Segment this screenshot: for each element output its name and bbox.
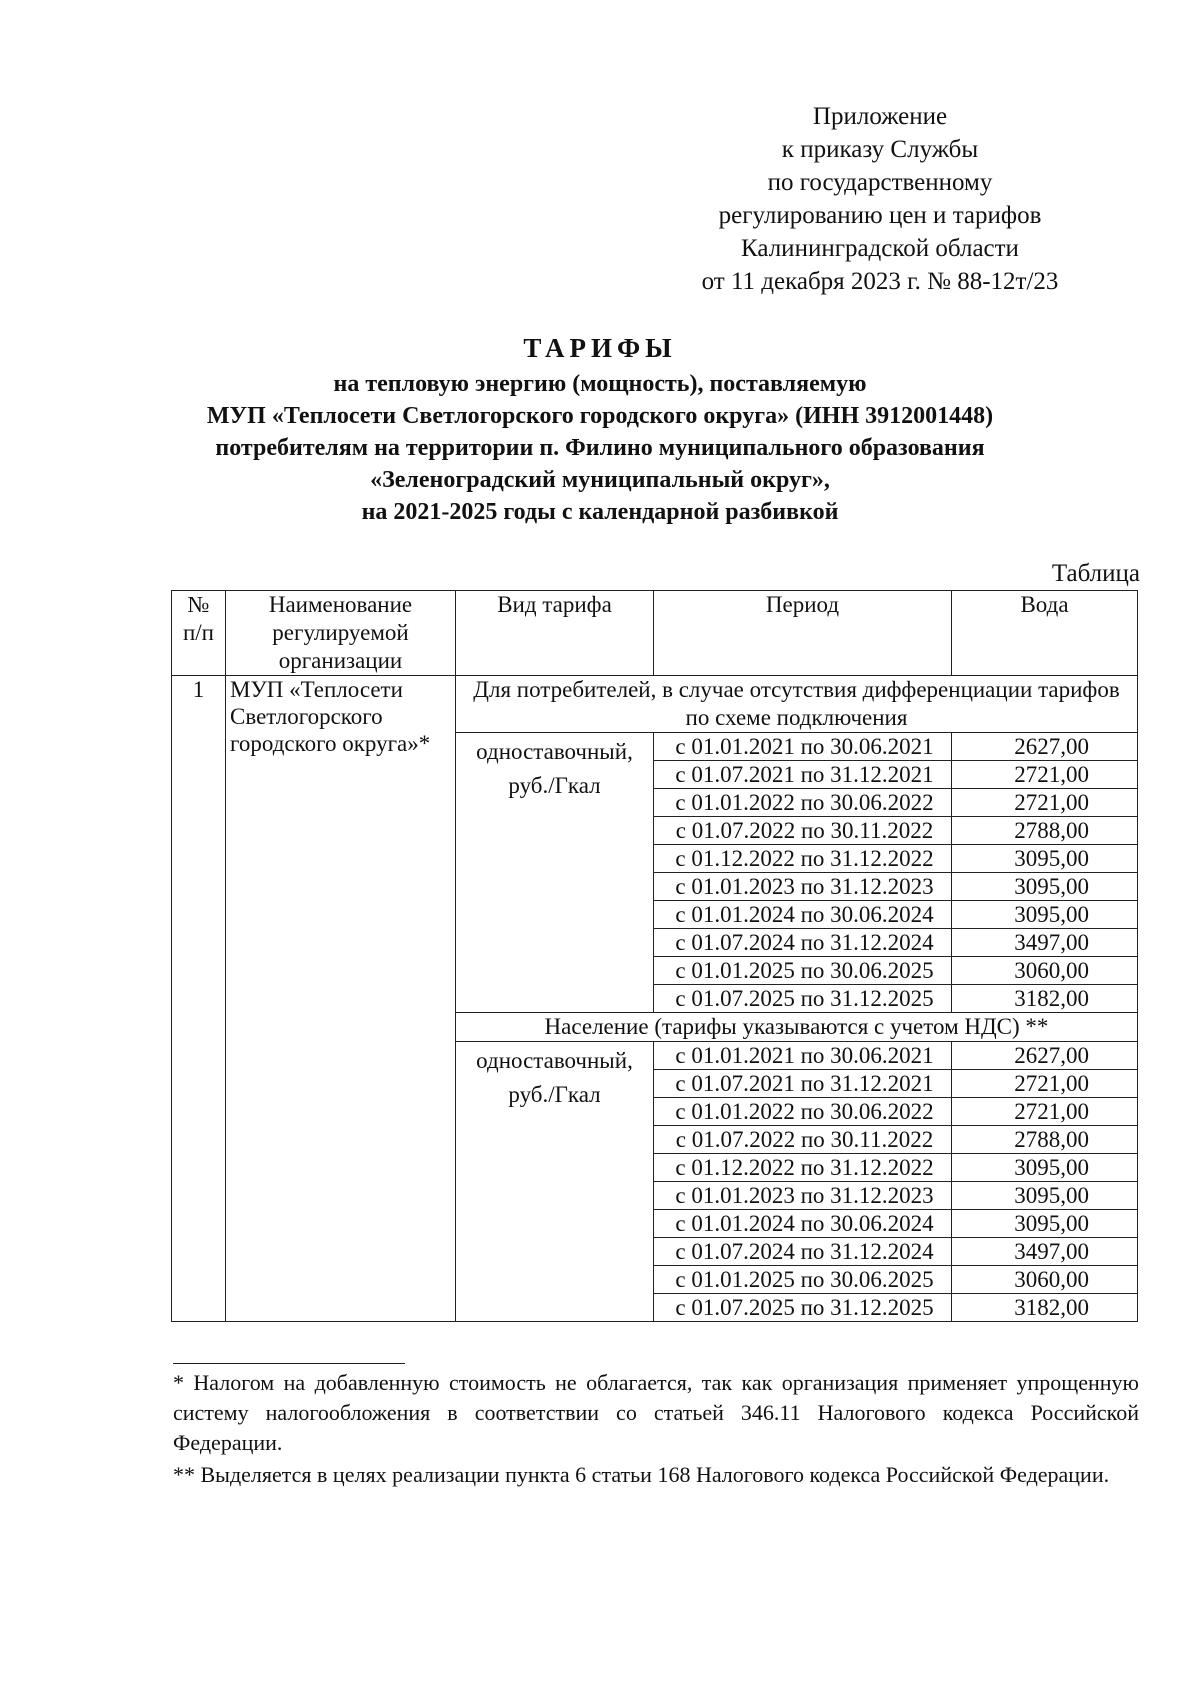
period-cell: с 01.01.2025 по 30.06.2025 xyxy=(654,957,952,985)
appendix-line: Приложение xyxy=(812,103,948,130)
tariff-table xyxy=(171,590,1138,1322)
value-cell: 2627,00 xyxy=(952,733,1138,761)
table-header-row xyxy=(172,591,1138,676)
period-cell: с 01.01.2025 по 30.06.2025 xyxy=(654,1266,952,1294)
title-line: потребителям на территории п. Филино муниципального образования xyxy=(215,435,985,461)
footnote: * Налогом на добавленную стоимость не облагается, так как организация применяет упрощенную систему налогообложения в соответствии со статьей 346.11 Налогового кодекса Российской Федерации. xyxy=(173,1370,1139,1455)
organization-name: МУП «Теплосети Светлогорского городского округа»* xyxy=(226,676,456,1322)
appendix-line: регулированию цен и тарифов xyxy=(718,202,1042,229)
value-cell: 2627,00 xyxy=(952,1042,1138,1070)
header-type: Вид тарифа xyxy=(456,591,654,676)
period-cell: с 01.01.2022 по 30.06.2022 xyxy=(654,789,952,817)
period-cell: с 01.12.2022 по 31.12.2022 xyxy=(654,845,952,873)
tariff-type: одноставочный, руб./Гкал xyxy=(456,1042,654,1322)
period-cell: с 01.01.2024 по 30.06.2024 xyxy=(654,1210,952,1238)
value-cell: 3095,00 xyxy=(952,1182,1138,1210)
period-cell: с 01.07.2025 по 31.12.2025 xyxy=(654,1294,952,1322)
value-cell: 3095,00 xyxy=(952,873,1138,901)
period-cell: с 01.07.2024 по 31.12.2024 xyxy=(654,1238,952,1266)
value-cell: 3060,00 xyxy=(952,957,1138,985)
value-cell: 3060,00 xyxy=(952,1266,1138,1294)
value-cell: 3095,00 xyxy=(952,845,1138,873)
value-cell: 3497,00 xyxy=(952,1238,1138,1266)
title-line: «Зеленоградский муниципальный округ», xyxy=(370,467,830,493)
period-cell: с 01.01.2023 по 31.12.2023 xyxy=(654,873,952,901)
section-row xyxy=(172,676,1138,733)
period-cell: с 01.07.2022 по 30.11.2022 xyxy=(654,817,952,845)
footnote: ** Выделяется в целях реализации пункта 6 статьи 168 Налогового кодекса Российской Федерации. xyxy=(173,1462,1110,1487)
period-cell: с 01.12.2022 по 31.12.2022 xyxy=(654,1154,952,1182)
period-cell: с 01.01.2024 по 30.06.2024 xyxy=(654,901,952,929)
title-block xyxy=(150,330,1050,528)
period-cell: с 01.01.2021 по 30.06.2021 xyxy=(654,1042,952,1070)
section-title: Для потребителей, в случае отсутствия дифференциации тарифов по схеме подключения xyxy=(456,676,1138,733)
footnotes xyxy=(173,1368,1139,1492)
value-cell: 3095,00 xyxy=(952,901,1138,929)
period-cell: с 01.07.2022 по 30.11.2022 xyxy=(654,1126,952,1154)
appendix-line: по государственному xyxy=(767,169,993,196)
period-cell: с 01.01.2023 по 31.12.2023 xyxy=(654,1182,952,1210)
value-cell: 3182,00 xyxy=(952,985,1138,1013)
period-cell: с 01.07.2021 по 31.12.2021 xyxy=(654,1070,952,1098)
value-cell: 2721,00 xyxy=(952,789,1138,817)
appendix-line: к приказу Службы xyxy=(781,136,979,163)
period-cell: с 01.07.2021 по 31.12.2021 xyxy=(654,761,952,789)
header-num: № п/п xyxy=(172,591,226,676)
value-cell: 2721,00 xyxy=(952,1070,1138,1098)
value-cell: 2788,00 xyxy=(952,817,1138,845)
title-line: МУП «Теплосети Светлогорского городского округа» (ИНН 3912001448) xyxy=(206,403,994,429)
tariff-type: одноставочный, руб./Гкал xyxy=(456,733,654,1013)
value-cell: 3182,00 xyxy=(952,1294,1138,1322)
appendix-block xyxy=(640,100,1120,298)
period-cell: с 01.07.2024 по 31.12.2024 xyxy=(654,929,952,957)
appendix-line: Калининградской области xyxy=(741,235,1019,262)
value-cell: 2721,00 xyxy=(952,761,1138,789)
value-cell: 2788,00 xyxy=(952,1126,1138,1154)
header-value: Вода xyxy=(952,591,1138,676)
document-title: ТАРИФЫ xyxy=(523,333,677,363)
period-cell: с 01.01.2022 по 30.06.2022 xyxy=(654,1098,952,1126)
period-cell: с 01.07.2025 по 31.12.2025 xyxy=(654,985,952,1013)
title-line: на 2021-2025 годы с календарной разбивкой xyxy=(361,499,839,525)
table-label: Таблица xyxy=(1051,560,1140,587)
row-number: 1 xyxy=(172,676,226,1322)
value-cell: 2721,00 xyxy=(952,1098,1138,1126)
section-title: Население (тарифы указываются с учетом НДС) ** xyxy=(456,1013,1138,1042)
header-period: Период xyxy=(654,591,952,676)
value-cell: 3497,00 xyxy=(952,929,1138,957)
appendix-line: от 11 декабря 2023 г. № 88-12т/23 xyxy=(701,268,1059,295)
value-cell: 3095,00 xyxy=(952,1154,1138,1182)
title-line: на тепловую энергию (мощность), поставляемую xyxy=(333,371,867,397)
footnote-divider xyxy=(173,1363,405,1364)
value-cell: 3095,00 xyxy=(952,1210,1138,1238)
header-org: Наименование регулируемой организации xyxy=(226,591,456,676)
period-cell: с 01.01.2021 по 30.06.2021 xyxy=(654,733,952,761)
